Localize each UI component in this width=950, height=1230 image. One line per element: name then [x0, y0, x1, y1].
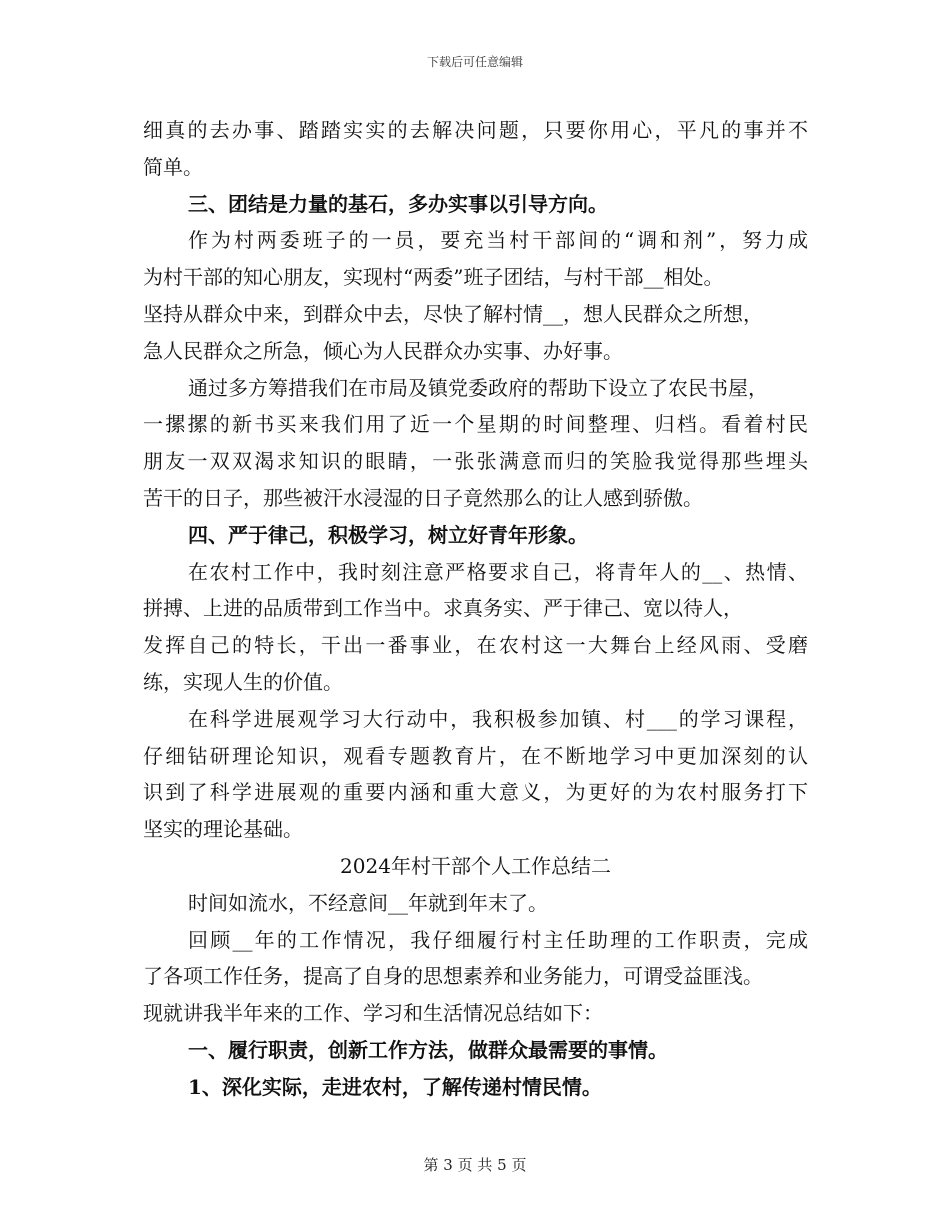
text-line: 坚实的理论基础。: [143, 817, 303, 842]
text-line: 作为村两委班子的一员，要充当村干部间的“调和剂”，努力成: [188, 228, 808, 253]
text-line: 拼搏、上进的品质带到工作当中。求真务实、严于律己、宽以待人，: [143, 596, 743, 621]
text-line: 2024年村干部个人工作总结二: [340, 853, 611, 878]
text-line: 在科学进展观学习大行动中，我积极参加镇、村___的学习课程，: [188, 706, 808, 731]
text-line: 发挥自己的特长，干出一番事业，在农村这一大舞台上经风雨、受磨: [143, 633, 808, 658]
text-line: 通过多方筹措我们在市局及镇党委政府的帮助下设立了农民书屋，: [188, 375, 768, 400]
text-line: 简单。: [143, 154, 203, 179]
text-line: 一、履行职责，创新工作方法，做群众最需要的事情。: [188, 1037, 668, 1062]
text-line: 1、深化实际，走进农村，了解传递村情民情。: [188, 1074, 602, 1099]
text-line: 苦干的日子，那些被汗水浸湿的日子竟然那么的让人感到骄傲。: [143, 485, 703, 510]
text-line: 三、团结是力量的基石，多办实事以引导方向。: [188, 191, 608, 216]
text-line: 四、严于律己，积极学习，树立好青年形象。: [188, 522, 588, 547]
text-line: 回顾__年的工作情况，我仔细履行村主任助理的工作职责，完成: [188, 927, 808, 952]
text-line: 练，实现人生的价值。: [143, 669, 343, 694]
page-header-note: 下载后可任意编辑: [426, 55, 523, 69]
text-line: 识到了科学进展观的重要内涵和重大意义，为更好的为农村服务打下: [143, 780, 808, 805]
text-line: 了各项工作任务，提高了自身的思想素养和业务能力，可谓受益匪浅。: [143, 964, 763, 989]
text-line: 时间如流水，不经意间__年就到年末了。: [188, 890, 548, 915]
text-line: 在农村工作中，我时刻注意严格要求自己，将青年人的__、热情、: [188, 559, 808, 584]
page-number: 第 3 页 共 5 页: [423, 1156, 527, 1174]
document-body: [143, 112, 808, 1106]
text-line: 细真的去办事、踏踏实实的去解决问题，只要你用心，平凡的事并不: [143, 118, 808, 142]
text-line: 朋友一双双渴求知识的眼睛，一张张满意而归的笑脸我觉得那些埋头: [143, 449, 808, 474]
text-line: 仔细钻研理论知识，观看专题教育片，在不断地学习中更加深刻的认: [143, 743, 808, 768]
text-line: 一摞摞的新书买来我们用了近一个星期的时间整理、归档。看着村民: [143, 412, 808, 437]
text-line: 坚持从群众中来，到群众中去，尽快了解村情__，想人民群众之所想，: [143, 301, 763, 326]
text-line: 急人民群众之所急，倾心为人民群众办实事、办好事。: [143, 338, 623, 363]
text-line: 为村干部的知心朋友，实现村“两委”班子团结，与村干部__相处。: [143, 265, 724, 290]
text-line: 现就讲我半年来的工作、学习和生活情况总结如下：: [143, 1001, 603, 1026]
